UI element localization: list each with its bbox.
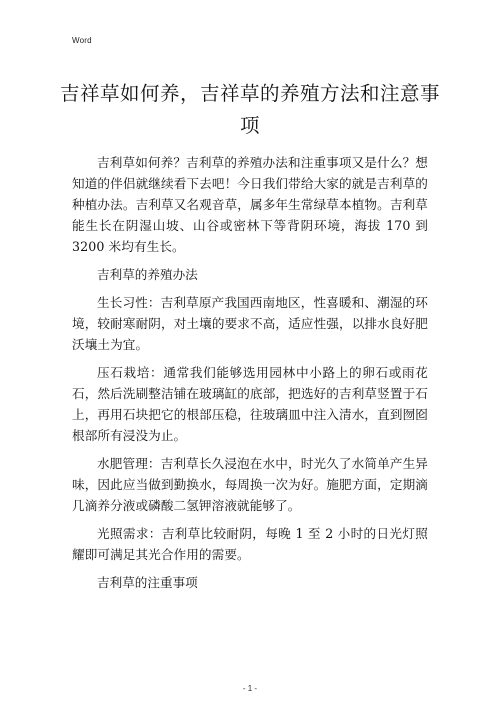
- paragraph-stone-cultivation: 压石栽培：通常我们能够选用园林中小路上的卵石或雨花石，然后洗刷整洁铺在玻璃缸的底部，把选好的吉利草竖置于石上，再用石块把它的根部压稳，往玻璃皿中注入清水，直到囫囵根部所有浸没为止。: [72, 365, 428, 443]
- page-number: - 1 -: [242, 684, 258, 693]
- document-body: [72, 152, 428, 600]
- paragraph-growth-habit: 生长习性：吉利草原产我国西南地区，性喜暖和、潮湿的环境，较耐寒耐阴，对土壤的要求不高，适应性强，以排水良好肥沃壤土为宜。: [72, 295, 428, 352]
- paragraph-intro: 吉利草如何养？吉利草的养殖办法和注重事项又是什么？想知道的伴侣就继续看下去吧！今日我们带给大家的就是吉利草的种植办法。吉利草又名观音草，属多年生常绿草本植物。吉利草能生长在阴湿山坡、山谷或密林下等背阴环境，海拔 170 到 3200 米均有生长。: [72, 155, 428, 254]
- header-label: Word: [72, 36, 92, 45]
- paragraph-light-requirement: 光照需求：吉利草比较耐阴，每晚 1 至 2 小时的日光灯照耀即可满足其光合作用的需要。: [72, 526, 428, 562]
- document-title: 吉祥草如何养，吉祥草的养殖方法和注意事项: [60, 82, 441, 137]
- section-heading-care-methods: 吉利草的养殖办法: [97, 267, 198, 282]
- section-heading-precautions: 吉利草的注重事项: [97, 575, 198, 590]
- paragraph-water-fertilizer: 水肥管理：吉利草长久浸泡在水中，时光久了水简单产生异味，因此应当做到勤换水，每周换一次为好。施肥方面，定期滴几滴养分液或磷酸二氢钾溶液就能够了。: [72, 456, 428, 513]
